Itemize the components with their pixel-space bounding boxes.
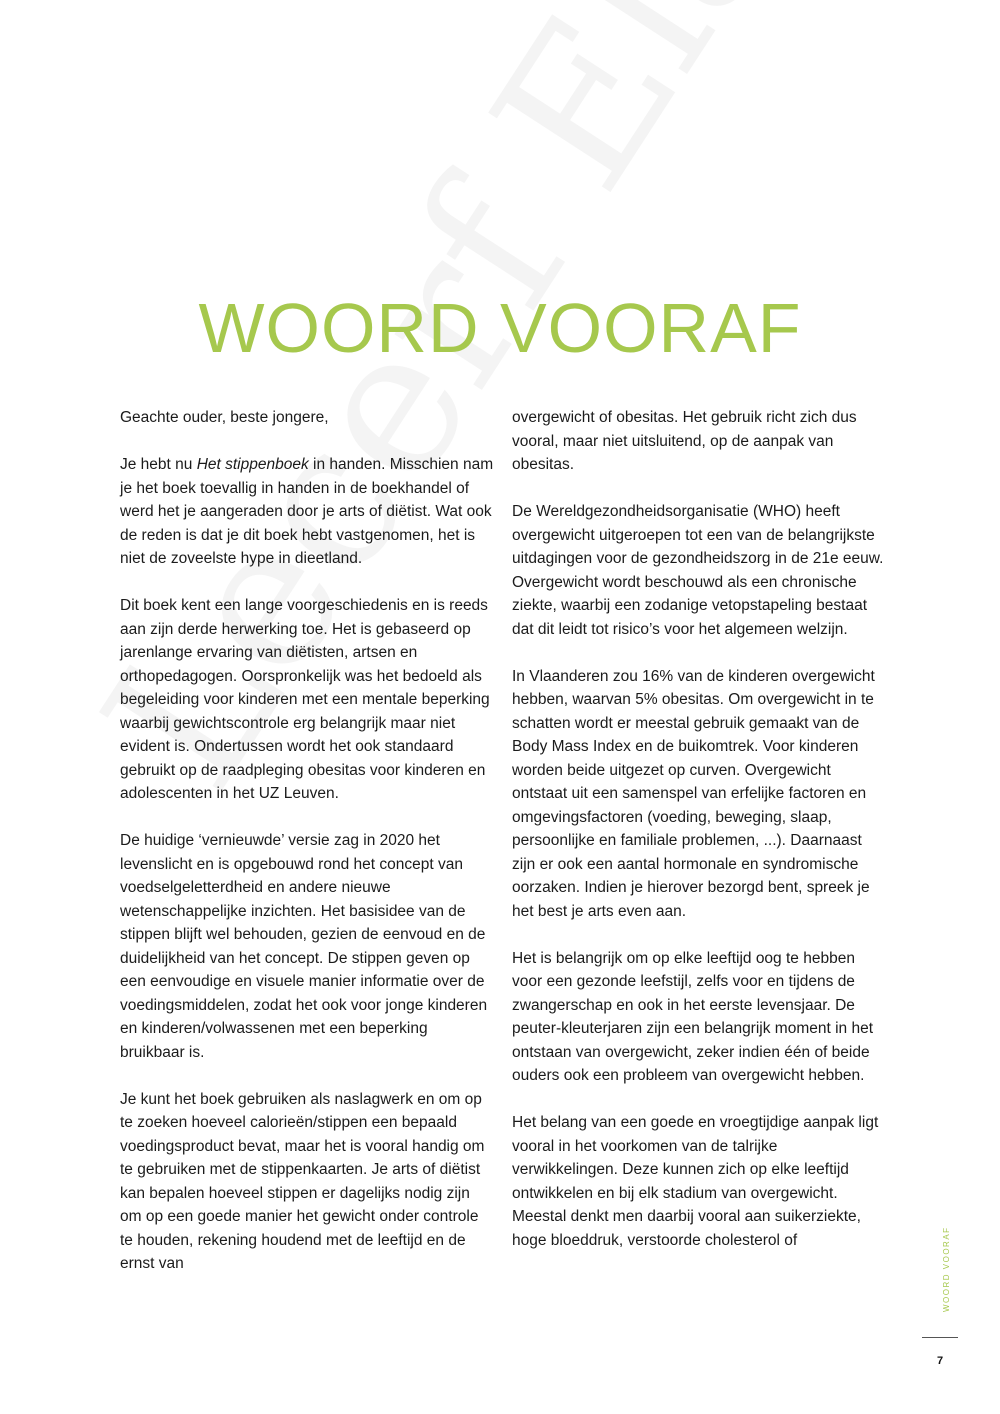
paragraph-flanders: In Vlaanderen zou 16% van de kinderen overgewicht hebben, waarvan 5% obesitas. Om overgewicht in te schatten wordt er meestal gebruik gemaakt van de Body Mass Index en de buikomtrek. Voor kinderen worden beide uitgezet op curven. Overgewicht ontstaat uit een samenspel van erfelijke factoren en omgevingsfactoren (voeding, beweging, slaap, persoonlijke en familiale problemen, ...). Daarnaast zijn er ook een aantal hormonale en syndromische oorzaken. Indien je hierover bezorgd bent, spreek je het best je arts even aan. [512,667,875,920]
paragraph-greeting: Geachte ouder, beste jongere, [120,409,329,426]
paragraph-intro [120,453,495,571]
left-column [120,406,495,1276]
paragraph-who: De Wereldgezondheidsorganisatie (WHO) heeft overgewicht uitgeroepen tot een van de belangrijkste uitdagingen voor de gezondheidszorg in de 21e eeuw. Overgewicht wordt beschouwd als een chronische ziekte, waarbij een zodanige vetopstapeling bestaat dat dit leidt tot risico’s voor het algemeen welzijn. [512,503,884,638]
intro-text-start: Je hebt nu [120,456,197,473]
book-title-italic: Het stippenboek [196,456,309,473]
intro-text-end: in handen. Misschien nam je het boek toevallig in handen in de boekhandel of werd het je aangeraden door je arts of diëtist. Wat ook de reden is dat je dit boek hebt vastgenomen, het is niet de zoveelste hype in dieetland. [120,456,494,567]
paragraph-history: Dit boek kent een lange voorgeschiedenis en is reeds aan zijn derde herwerking toe. Het is gebaseerd op jarenlange ervaring van diëtisten, artsen en orthopedagogen. Oorspronkelijk was het bedoeld als begeleiding voor kinderen met een mentale beperking waarbij gewichtscontrole erg belangrijk maar niet evident is. Ondertussen wordt het ook standaard gebruikt op de raadpleging obesitas voor kinderen en adolescenten in het UZ Leuven. [120,597,490,802]
paragraph-usage: Je kunt het boek gebruiken als naslagwerk en om op te zoeken hoeveel calorieën/stippen een bepaald voedingsproduct bevat, maar het is vooral handig om te gebruiken met de stippenkaarten. Je arts of diëtist kan bepalen hoeveel stippen er dagelijks nodig zijn om op een goede manier het gewicht onder controle te houden, rekening houdend met de leeftijd en de ernst van [120,1090,485,1272]
paragraph-lifestyle: Het is belangrijk om op elke leeftijd oog te hebben voor een gezonde leefstijl, zelfs voor en tijdens de zwangerschap en ook in het eerste levensjaar. De peuter-kleuterjaren zijn een belangrijk moment in het ontstaan van overgewicht, zeker indien één of beide ouders ook een probleem van overgewicht hebben. [512,949,874,1084]
paragraph-version: De huidige ‘vernieuwde’ versie zag in 2020 het levenslicht en is opgebouwd rond het concept van voedselgeletterdheid en andere nieuwe wetenschappelijke inzichten. Het basisidee van de stippen blijft wel behouden, gezien de eenvoud en de duidelijkheid van het concept. De stippen geven op een eenvoudige en visuele manier informatie over de voedingsmiddelen, zodat het ook voor jonge kinderen en kinderen/volwassenen met een beperking bruikbaar is. [120,832,488,1061]
paragraph-continuation: overgewicht of obesitas. Het gebruik richt zich dus vooral, maar niet uitsluitend, op de aanpak van obesitas. [512,409,857,473]
paragraph-approach: Het belang van een goede en vroegtijdige aanpak ligt vooral in het voorkomen van de talrijke verwikkelingen. Deze kunnen zich op elke leeftijd ontwikkelen en bij elk stadium van overgewicht. Meestal denkt men daarbij vooral aan suikerziekte, hoge bloeddruk, verstoorde cholesterol of [512,1114,879,1249]
page-number: 7 [936,1355,944,1367]
right-column [512,406,887,1252]
page-title: WOORD VOORAF [198,289,802,367]
footer-divider [922,1337,958,1338]
running-header: WOORD VOORAF [942,1226,951,1312]
